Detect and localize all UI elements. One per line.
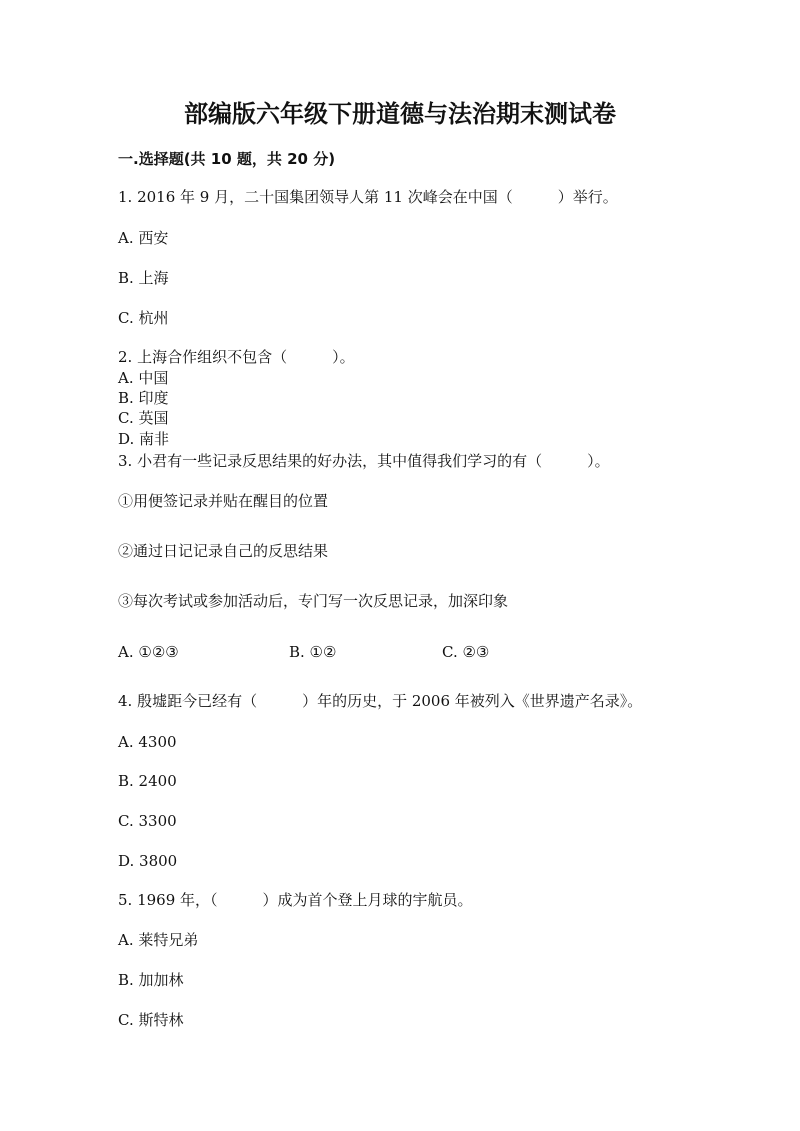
question-3-statement-2: ②通过日记记录自己的反思结果 xyxy=(118,542,329,560)
question-2-option-c: C. 英国 xyxy=(118,409,169,427)
section-heading: 一.选择题(共 10 题，共 20 分) xyxy=(118,150,336,168)
question-4-stem: 4. 殷墟距今已经有（ ）年的历史，于 2006 年被列入《世界遗产名录》。 xyxy=(118,692,643,710)
question-5-option-b: B. 加加林 xyxy=(118,971,184,989)
question-4-option-a: A. 4300 xyxy=(118,733,177,751)
question-2-option-a: A. 中国 xyxy=(118,369,169,387)
question-4-option-c: C. 3300 xyxy=(118,812,177,830)
question-1-option-b: B. 上海 xyxy=(118,269,169,287)
question-1-option-c: C. 杭州 xyxy=(118,309,169,327)
question-2-option-d: D. 南非 xyxy=(118,430,170,448)
question-3-statement-3: ③每次考试或参加活动后，专门写一次反思记录，加深印象 xyxy=(118,592,509,610)
question-3-option-c: C. ②③ xyxy=(442,643,490,661)
question-2-stem: 2. 上海合作组织不包含（ ）。 xyxy=(118,348,355,366)
question-5-option-c: C. 斯特林 xyxy=(118,1011,184,1029)
question-1-option-a: A. 西安 xyxy=(118,229,169,247)
question-3-option-b: B. ①② xyxy=(289,643,337,661)
question-3-stem: 3. 小君有一些记录反思结果的好办法，其中值得我们学习的有（ ）。 xyxy=(118,452,610,470)
question-5-option-a: A. 莱特兄弟 xyxy=(118,931,199,949)
question-5-stem: 5. 1969 年，（ ）成为首个登上月球的宇航员。 xyxy=(118,891,473,909)
question-1-stem: 1. 2016 年 9 月，二十国集团领导人第 11 次峰会在中国（ ）举行。 xyxy=(118,188,618,206)
question-2-option-b: B. 印度 xyxy=(118,389,169,407)
question-4-option-d: D. 3800 xyxy=(118,852,178,870)
question-4-option-b: B. 2400 xyxy=(118,772,177,790)
document-title: 部编版六年级下册道德与法治期末测试卷 xyxy=(184,99,616,128)
question-3-option-a: A. ①②③ xyxy=(118,643,179,661)
question-3-statement-1: ①用便签记录并贴在醒目的位置 xyxy=(118,492,329,510)
